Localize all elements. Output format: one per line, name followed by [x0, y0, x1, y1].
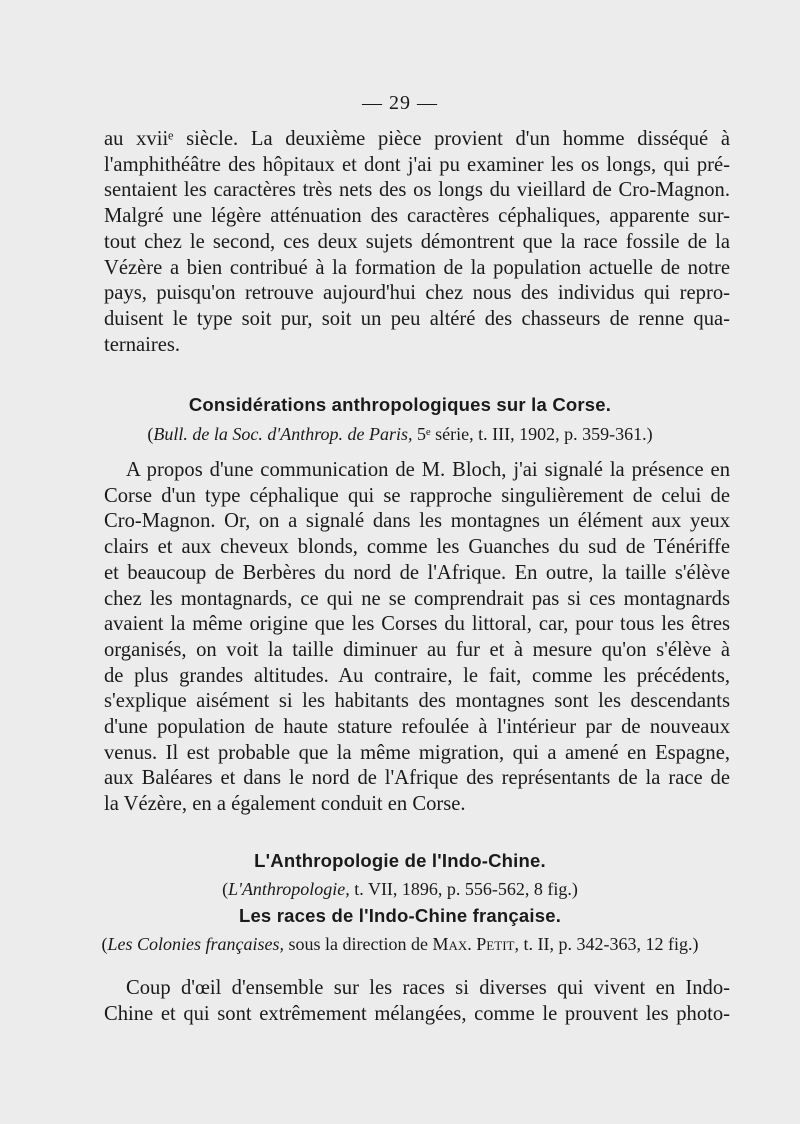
text-line: la Vézère, en a également conduit en Corse. [104, 793, 466, 816]
page-number: — 29 — [362, 92, 438, 114]
citation-indochine: (L'Anthropologie, t. VII, 1896, p. 556-562, 8 fig.) [222, 879, 578, 899]
citation-source: L'Anthropologie, [228, 879, 350, 899]
text-line: A propos d'une communication de M. Bloch, j'ai signalé la présence en [126, 459, 730, 481]
text-line: duisent le type soit pur, soit un peu altéré des chasseurs de renne qua- [104, 307, 730, 330]
text-line: s'explique aisément si les habitants des montagnes sont les descendants [104, 690, 730, 713]
text-line: Chine et qui sont extrêmement mélangées, comme le prouvent les photo- [104, 1002, 730, 1025]
text-line: chez les montagnards, ce qui ne se comprendrait pas si ces montagnards [104, 587, 730, 610]
text-line: l'amphithéâtre des hôpitaux et dont j'ai pu examiner les os longs, qui pré- [104, 153, 730, 176]
citation-details: t. VII, 1896, p. 556-562, 8 fig. [354, 879, 572, 899]
citation-corse: (Bull. de la Soc. d'Anthrop. de Paris, 5ᵉ série, t. III, 1902, p. 359-361.) [147, 424, 653, 444]
section-heading-indochine: L'Anthropologie de l'Indo-Chine. [254, 850, 546, 871]
text-line: d'une population de haute stature refoulée à l'intérieur par de nouveaux [104, 716, 730, 739]
text-line: de plus grandes altitudes. Au contraire, le fait, comme les précédents, [104, 664, 730, 687]
section-heading-corse: Considérations anthropologiques sur la Corse. [188, 394, 612, 415]
citation-details: 5ᵉ série, t. III, 1902, p. 359-361. [417, 424, 647, 444]
text-line: sentaient les caractères très nets des os longs du vieillard de Cro-Magnon. [104, 179, 730, 202]
text-line: clairs et aux cheveux blonds, comme les Guanches du sud de Ténériffe [104, 536, 730, 559]
citation-source: Bull. de la Soc. d'Anthrop. de Paris, [153, 424, 413, 444]
text-line: et beaucoup de Berbères du nord de l'Afrique. En outre, la taille s'élève [104, 561, 730, 584]
text-line: au xviiᵉ siècle. La deuxième pièce provient d'un homme disséqué à [104, 128, 730, 150]
citation-mid: sous la direction de [288, 934, 429, 954]
text-line: ternaires. [104, 333, 181, 356]
text-line: Coup d'œil d'ensemble sur les races si diverses qui vivent en Indo- [126, 977, 730, 999]
text-line: Cro-Magnon. Or, on a signalé dans les montagnes un élément aux yeux [104, 510, 730, 533]
text-line: avaient la même origine que les Corses du littoral, car, pour tous les êtres [104, 613, 730, 636]
paragraph-3 [104, 976, 730, 1027]
citation-source: Les Colonies françaises, [107, 934, 285, 954]
text-line: pays, puisqu'on retrouve aujourd'hui chez nous des individus qui repro- [104, 282, 730, 305]
citation-details: t. II, p. 342-363, 12 fig. [523, 934, 693, 954]
section-heading-races: Les races de l'Indo-Chine française. [238, 905, 562, 926]
text-line: Corse d'un type céphalique qui se rapproche singulièrement de celui de [104, 484, 730, 507]
text-line: Vézère a bien contribué à la formation de la population actuelle de notre [104, 256, 730, 279]
text-line: tout chez le second, ces deux sujets démontrent que la race fossile de la [104, 230, 730, 253]
citation-races: (Les Colonies françaises, sous la direction de Max. Petit, t. II, p. 342-363, 12 fig.) [101, 934, 699, 954]
text-line: organisés, on voit la taille diminuer au fur et à mesure qu'on s'élève à [104, 638, 730, 661]
paragraph-1 [104, 127, 730, 358]
citation-author: Max. Petit, [432, 934, 519, 954]
paragraph-2 [104, 458, 730, 818]
text-line: Malgré une légère atténuation des caractères céphaliques, apparente sur- [104, 205, 730, 228]
text-line: aux Baléares et dans le nord de l'Afrique des représentants de la race de [104, 767, 730, 790]
text-line: venus. Il est probable que la même migration, qui a amené en Espagne, [104, 741, 730, 764]
